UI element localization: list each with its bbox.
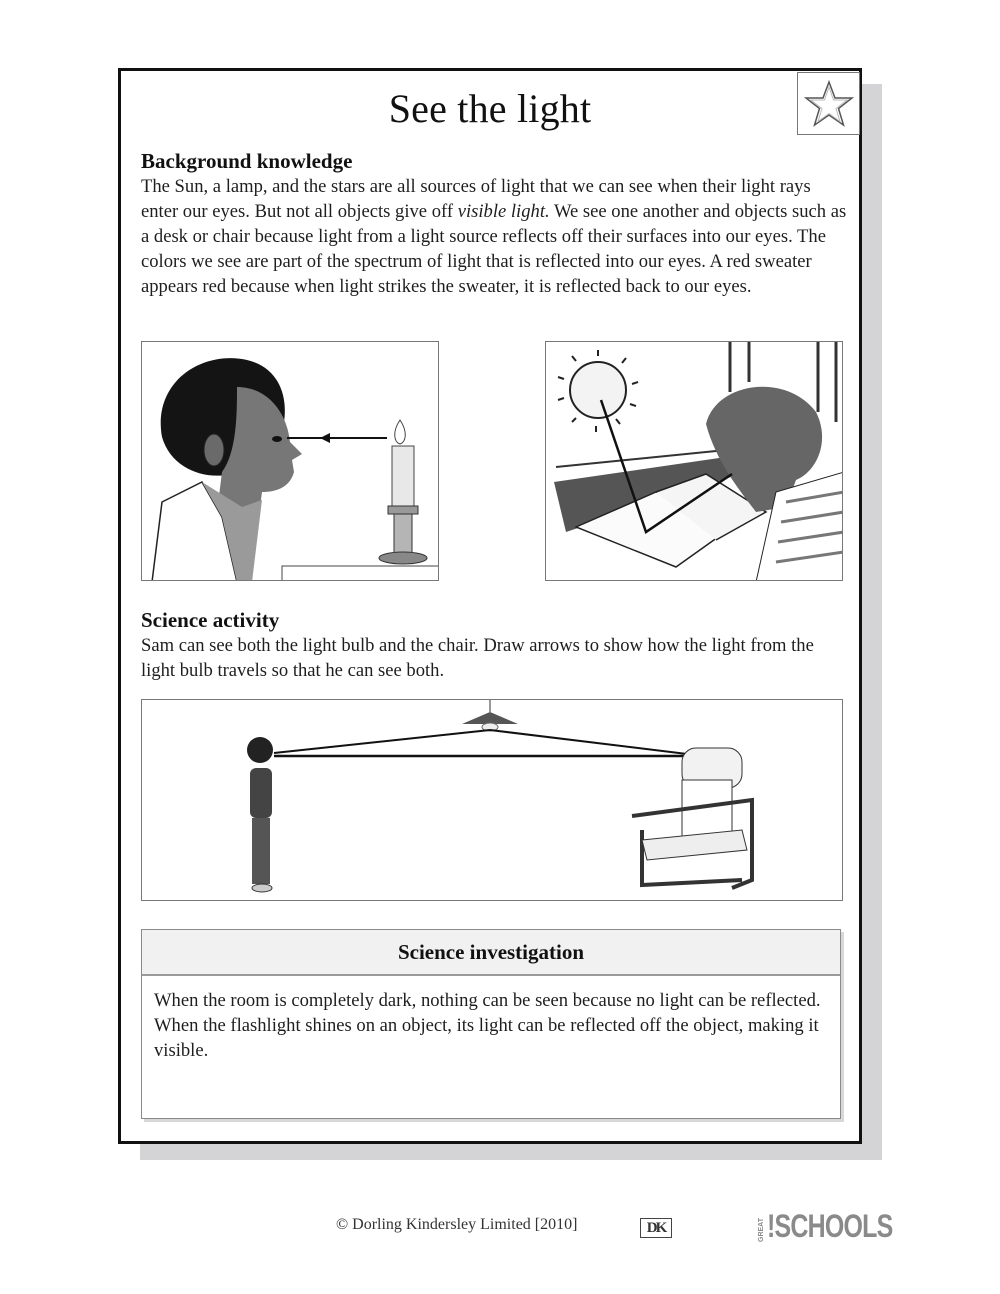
greatschools-logo xyxy=(758,1210,928,1242)
background-heading: Background knowledge xyxy=(141,149,353,173)
sam-bulb-chair-illustration xyxy=(141,699,843,901)
boy-candle-illustration xyxy=(141,341,439,581)
greatschools-large-text: !SCHOOLS xyxy=(767,1208,893,1244)
background-text-2: We see one another and objects such as a desk or chair because light from a light source reflects off their surfaces into our eyes. The colors we see are part of the spectrum of light that is reflected into our eyes. A red sweater appears red because when light strikes the sweater, it is reflected back to our eyes. xyxy=(141,201,847,297)
background-text-1: The Sun, a lamp, and the stars are all sources of light that we can see when their light rays enter our eyes. But not all objects give off xyxy=(141,176,811,222)
visible-light-term: visible light. xyxy=(457,201,550,222)
dk-logo: DK xyxy=(640,1218,672,1238)
background-paragraph xyxy=(141,174,851,299)
investigation-heading: Science investigation xyxy=(142,930,840,976)
star-icon xyxy=(797,72,860,135)
investigation-text: When the room is completely dark, nothing can be seen because no light can be reflected. When the flashlight shines on an object, its light can be reflected off the object, making it visible. xyxy=(154,990,821,1061)
activity-instructions: Sam can see both the light bulb and the chair. Draw arrows to show how the light from the light bulb travels so that he can see both. xyxy=(141,635,814,681)
copyright-text: © Dorling Kindersley Limited [2010] xyxy=(336,1216,578,1233)
activity-heading: Science activity xyxy=(141,608,280,632)
page-title: See the light xyxy=(388,86,592,131)
greatschools-small-text: GREAT xyxy=(758,1218,765,1242)
investigation-box xyxy=(141,929,841,1119)
worksheet-page xyxy=(118,68,862,1144)
reading-sun-illustration xyxy=(545,341,843,581)
